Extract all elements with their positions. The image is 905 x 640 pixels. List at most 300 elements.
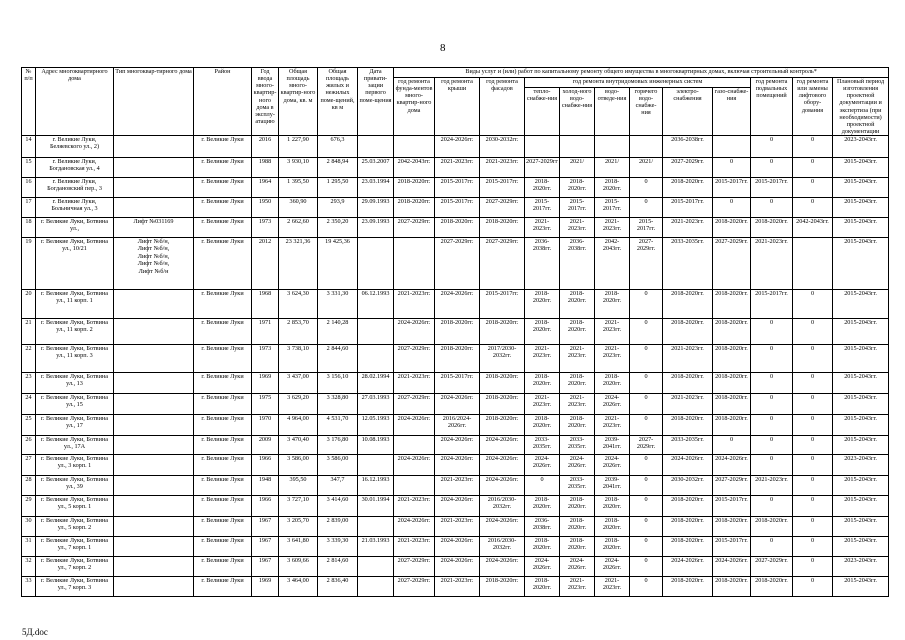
col-heat: тепло-снабже-ния [525, 88, 560, 136]
cell-gas: 2024-2026гг. [713, 455, 751, 476]
cell-roof: 2024-2026гг. [435, 436, 480, 455]
col-total-area: Общая площадь много-квартир-ного дома, кв. м [279, 68, 318, 136]
cell-lift: 0 [793, 319, 833, 345]
cell-district: г. Великие Луки [194, 577, 252, 597]
cell-cold-water: 2024-2026гг. [560, 455, 595, 476]
cell-type [114, 319, 194, 345]
cell-privatization-date: 06.12.1993 [358, 290, 394, 319]
table-row [22, 319, 889, 345]
cell-type [114, 394, 194, 415]
cell-roof: 2015-2017гг. [435, 373, 480, 394]
cell-roof: 2018-2020гг. [435, 319, 480, 345]
cell-gas: 2018-2020гг. [713, 394, 751, 415]
cell-cold-water: 2021-2023гг. [560, 394, 595, 415]
cell-address: г. Великие Луки, Ботвина ул., 5 корп. 1 [36, 496, 114, 517]
cell-residential-area: 3 156,10 [318, 373, 358, 394]
cell-electric: 2024-2026гг. [663, 557, 713, 577]
cell-planned-period: 2015-2043гг. [833, 198, 889, 218]
cell-planned-period: 2015-2043гг. [833, 537, 889, 557]
cell-type [114, 136, 194, 158]
cell-privatization-date [358, 319, 394, 345]
cell-privatization-date: 21.03.1993 [358, 537, 394, 557]
cell-gas: 2018-2020гг. [713, 319, 751, 345]
cell-hot-water: 0 [630, 476, 663, 496]
cell-planned-period: 2015-2043гг. [833, 158, 889, 178]
cell-total-area: 1 227,90 [279, 136, 318, 158]
cell-foundation: 2021-2023гг. [394, 537, 435, 557]
cell-planned-period: 2015-2043гг. [833, 577, 889, 597]
cell-district: г. Великие Луки [194, 158, 252, 178]
cell-sewer: 2018-2020гг. [595, 537, 630, 557]
cell-residential-area: 3 176,80 [318, 436, 358, 455]
cell-foundation: 2024-2026гг. [394, 319, 435, 345]
table-row [22, 496, 889, 517]
cell-gas: 0 [713, 158, 751, 178]
cell-privatization-date: 25.03.2007 [358, 158, 394, 178]
cell-gas: 2015-2017гг. [713, 496, 751, 517]
cell-residential-area: 2 848,94 [318, 158, 358, 178]
cell-heat: 2018-2020гг. [525, 537, 560, 557]
col-services-group: Виды услуг и (или) работ по капитальному ремонту общего имущества в многоквартирных домах, включая строительный контроль* [394, 68, 889, 78]
lift-entry: Лифт №б/н, [137, 260, 170, 268]
cell-total-area: 3 609,66 [279, 557, 318, 577]
lift-entry: Лифт №б/н [138, 267, 169, 275]
cell-address: г. Великие Луки, Ботвина ул., 7 корп. 1 [36, 537, 114, 557]
cell-electric: 2033-2035гг. [663, 436, 713, 455]
cell-year: 1967 [252, 517, 279, 537]
cell-sewer: 2039-2041гг. [595, 476, 630, 496]
cell-electric: 2018-2020гг. [663, 537, 713, 557]
cell-heat: 2036-2038гг. [525, 238, 560, 290]
table-row [22, 517, 889, 537]
cell-lift: 0 [793, 436, 833, 455]
cell-roof: 2016/2024-2026гг. [435, 415, 480, 436]
cell-year: 1967 [252, 557, 279, 577]
cell-facade: 2024-2026гг. [480, 436, 525, 455]
cell-electric: 2018-2020гг. [663, 373, 713, 394]
cell-hot-water: 2027-2029гг. [630, 238, 663, 290]
cell-number: 30 [22, 517, 36, 537]
cell-district: г. Великие Луки [194, 436, 252, 455]
table-row [22, 436, 889, 455]
cell-sewer: 2042-2043гг. [595, 238, 630, 290]
cell-gas: 0 [713, 198, 751, 218]
col-cold-water: холод-ного водо-снабже-ния [560, 88, 595, 136]
cell-year: 2012 [252, 238, 279, 290]
cell-number: 31 [22, 537, 36, 557]
cell-roof: 2021-2023гг. [435, 517, 480, 537]
table-row [22, 577, 889, 597]
cell-total-area: 2 853,70 [279, 319, 318, 345]
cell-roof: 2024-2026гг. [435, 136, 480, 158]
cell-total-area: 360,90 [279, 198, 318, 218]
cell-roof: 2021-2023гг. [435, 476, 480, 496]
cell-year: 1967 [252, 537, 279, 557]
cell-privatization-date: 27.03.1993 [358, 394, 394, 415]
col-residential-area: Общая площадь жилых и нежилых поме-щений, кв м [318, 68, 358, 136]
cell-address: г. Великие Луки, Богдановская ул., 4 [36, 158, 114, 178]
cell-number: 21 [22, 319, 36, 345]
cell-sewer: 2018-2020гг. [595, 290, 630, 319]
cell-cold-water: 2033-2035гг. [560, 476, 595, 496]
cell-basement: 2021-2023гг. [751, 476, 793, 496]
col-facade: год ремонта фасадов [480, 78, 525, 136]
cell-planned-period: 2015-2043гг. [833, 178, 889, 198]
cell-address: г. Великие Луки, Ботвина ул., 11 корп. 3 [36, 345, 114, 373]
cell-year: 1969 [252, 373, 279, 394]
cell-heat: 2033-2035гг. [525, 436, 560, 455]
cell-type [114, 476, 194, 496]
cell-sewer: 2021-2023гг. [595, 345, 630, 373]
col-year-built: Год ввода много-квартир-ного дома в эксплу-атацию [252, 68, 279, 136]
cell-total-area: 2 662,60 [279, 218, 318, 238]
cell-facade: 2015-2017гг. [480, 290, 525, 319]
col-sewer: водо-отведе-ния [595, 88, 630, 136]
cell-planned-period: 2015-2043гг. [833, 373, 889, 394]
cell-roof: 2021-2023гг. [435, 577, 480, 597]
cell-privatization-date [358, 238, 394, 290]
cell-planned-period: 2015-2043гг. [833, 345, 889, 373]
cell-address: г. Великие Луки, Ботвина ул., 17 [36, 415, 114, 436]
cell-year: 1950 [252, 198, 279, 218]
cell-cold-water: 2018-2020гг. [560, 178, 595, 198]
cell-year: 1966 [252, 455, 279, 476]
cell-hot-water: 0 [630, 496, 663, 517]
cell-residential-area: 676,3 [318, 136, 358, 158]
cell-electric: 2018-2020гг. [663, 415, 713, 436]
cell-total-area: 3 464,00 [279, 577, 318, 597]
cell-foundation: 2018-2020гг. [394, 178, 435, 198]
cell-planned-period: 2015-2043гг. [833, 394, 889, 415]
table-row [22, 218, 889, 238]
cell-electric: 2033-2035гг. [663, 238, 713, 290]
table-row [22, 178, 889, 198]
cell-number: 26 [22, 436, 36, 455]
cell-planned-period: 2015-2043гг. [833, 517, 889, 537]
cell-facade: 2027-2029гг. [480, 198, 525, 218]
cell-privatization-date: 23.09.1993 [358, 218, 394, 238]
table-row [22, 238, 889, 290]
cell-facade: 2027-2029гг. [480, 238, 525, 290]
cell-residential-area: 3 414,60 [318, 496, 358, 517]
cell-total-area: 3 470,40 [279, 436, 318, 455]
cell-cold-water: 2018-2020гг. [560, 319, 595, 345]
cell-foundation [394, 238, 435, 290]
col-address: Адрес многоквартирного дома [36, 68, 114, 136]
cell-hot-water: 2015-2017гг. [630, 218, 663, 238]
cell-electric: 2018-2020гг. [663, 577, 713, 597]
table-row [22, 290, 889, 319]
cell-address: г. Великие Луки, Ботвина ул., 3 корп. 1 [36, 455, 114, 476]
cell-residential-area: 2 836,40 [318, 577, 358, 597]
cell-cold-water [560, 136, 595, 158]
footer-filename: 5Д.doc [22, 627, 48, 637]
cell-facade: 2018-2020гг. [480, 415, 525, 436]
cell-lift: 0 [793, 517, 833, 537]
cell-type [114, 238, 194, 290]
cell-residential-area: 2 814,60 [318, 557, 358, 577]
cell-address: г. Великие Луки, Ботвина ул., 11 корп. 2 [36, 319, 114, 345]
cell-residential-area: 2 844,60 [318, 345, 358, 373]
cell-type [114, 517, 194, 537]
cell-basement: 2015-2017гг. [751, 290, 793, 319]
cell-gas: 2018-2020гг. [713, 415, 751, 436]
lift-entry: Лифт №б/н, [137, 245, 170, 253]
cell-foundation: 2021-2023гг. [394, 290, 435, 319]
cell-lift: 0 [793, 345, 833, 373]
cell-roof: 2024-2026гг. [435, 537, 480, 557]
cell-basement: 2021-2023гг. [751, 238, 793, 290]
cell-foundation: 2021-2023гг. [394, 373, 435, 394]
page-number: 8 [440, 42, 446, 54]
cell-type [114, 290, 194, 319]
col-planned-period: Плановый период изготовления проектной документации и экспертиза (при необходимости) проектной документации [833, 78, 889, 136]
cell-basement: 0 [751, 136, 793, 158]
cell-privatization-date [358, 517, 394, 537]
cell-basement: 0 [751, 415, 793, 436]
cell-number: 15 [22, 158, 36, 178]
cell-address: г. Великие Луки, Ботвина ул., 39 [36, 476, 114, 496]
cell-hot-water: 0 [630, 394, 663, 415]
cell-basement: 0 [751, 319, 793, 345]
cell-electric: 2021-2023гг. [663, 345, 713, 373]
cell-roof: 2018-2020гг. [435, 345, 480, 373]
cell-heat: 2015-2017гг. [525, 198, 560, 218]
cell-electric: 2036-2038гг. [663, 136, 713, 158]
cell-total-area: 3 641,80 [279, 537, 318, 557]
cell-hot-water [630, 136, 663, 158]
cell-type [114, 537, 194, 557]
cell-address: г. Великие Луки, Ботвина ул., [36, 218, 114, 238]
cell-facade: 2018-2020гг. [480, 218, 525, 238]
cell-basement: 0 [751, 537, 793, 557]
cell-sewer: 2021-2023гг. [595, 218, 630, 238]
cell-address: г. Великие Луки, Ботвина ул., 17А [36, 436, 114, 455]
cell-electric: 2024-2026гг. [663, 455, 713, 476]
cell-year: 1968 [252, 290, 279, 319]
cell-roof: 2015-2017гг. [435, 198, 480, 218]
cell-total-area: 3 727,10 [279, 496, 318, 517]
cell-heat: 2024-2026гг. [525, 557, 560, 577]
cell-foundation: 2024-2026гг. [394, 455, 435, 476]
cell-hot-water: 0 [630, 373, 663, 394]
cell-basement: 0 [751, 345, 793, 373]
col-gas: газо-снабже-ния [713, 88, 751, 136]
cell-facade: 2015-2017гг. [480, 178, 525, 198]
cell-hot-water: 0 [630, 455, 663, 476]
cell-sewer: 2021-2023гг. [595, 577, 630, 597]
cell-sewer: 2024-2026гг. [595, 394, 630, 415]
cell-total-area: 3 205,70 [279, 517, 318, 537]
cell-year: 1973 [252, 345, 279, 373]
cell-roof: 2024-2026гг. [435, 290, 480, 319]
cell-facade: 2018-2020гг. [480, 373, 525, 394]
cell-foundation: 2027-2029гг. [394, 557, 435, 577]
table-body [22, 136, 889, 597]
cell-electric: 2015-2017гг. [663, 198, 713, 218]
cell-cold-water: 2015-2017гг. [560, 198, 595, 218]
cell-lift: 0 [793, 496, 833, 517]
col-roof: год ремонта крыши [435, 78, 480, 136]
cell-basement: 2015-2017гг. [751, 178, 793, 198]
cell-planned-period: 2023-2043гг. [833, 136, 889, 158]
cell-basement: 0 [751, 394, 793, 415]
cell-cold-water: 2018-2020гг. [560, 517, 595, 537]
cell-gas: 0 [713, 436, 751, 455]
cell-total-area: 3 586,00 [279, 455, 318, 476]
cell-electric: 2018-2020гг. [663, 496, 713, 517]
cell-heat: 2036-2038гг. [525, 517, 560, 537]
table-row [22, 415, 889, 436]
cell-roof: 2018-2020гг. [435, 218, 480, 238]
cell-gas: 2018-2020гг. [713, 517, 751, 537]
cell-gas: 2015-2017гг. [713, 537, 751, 557]
cell-year: 1969 [252, 577, 279, 597]
cell-foundation: 2027-2029гг. [394, 345, 435, 373]
cell-address: г. Великие Луки, Ботвина ул., 11 корп. 1 [36, 290, 114, 319]
cell-cold-water: 2033-2035гг. [560, 436, 595, 455]
cell-electric: 2018-2020гг. [663, 517, 713, 537]
cell-foundation: 2027-2029гг. [394, 394, 435, 415]
cell-roof: 2024-2026гг. [435, 496, 480, 517]
cell-residential-area: 19 425,36 [318, 238, 358, 290]
cell-hot-water: 0 [630, 345, 663, 373]
cell-facade: 2024-2026гг. [480, 476, 525, 496]
cell-sewer [595, 136, 630, 158]
cell-privatization-date: 16.12.1993 [358, 476, 394, 496]
cell-cold-water: 2036-2038гг. [560, 238, 595, 290]
cell-basement: 0 [751, 158, 793, 178]
cell-planned-period: 2015-2043гг. [833, 238, 889, 290]
cell-year: 1970 [252, 415, 279, 436]
cell-basement: 2018-2020гг. [751, 218, 793, 238]
cell-facade: 2021-2023гг. [480, 158, 525, 178]
cell-lift: 0 [793, 415, 833, 436]
cell-type [114, 496, 194, 517]
col-hot-water: горячего водо-снабже-ния [630, 88, 663, 136]
cell-cold-water: 2021-2023гг. [560, 577, 595, 597]
cell-privatization-date [358, 577, 394, 597]
cell-foundation [394, 476, 435, 496]
cell-district: г. Великие Луки [194, 345, 252, 373]
cell-roof: 2024-2026гг. [435, 557, 480, 577]
cell-hot-water: 0 [630, 290, 663, 319]
cell-gas: 2027-2029гг. [713, 238, 751, 290]
col-electric: электро-снабжения [663, 88, 713, 136]
cell-cold-water: 2018-2020гг. [560, 537, 595, 557]
cell-cold-water: 2018-2020гг. [560, 496, 595, 517]
cell-electric: 2021-2023гг. [663, 218, 713, 238]
cell-privatization-date: 28.02.1994 [358, 373, 394, 394]
cell-cold-water: 2021-2023гг. [560, 218, 595, 238]
cell-privatization-date: 10.08.1993 [358, 436, 394, 455]
cell-foundation: 2021-2023гг. [394, 496, 435, 517]
cell-total-area: 4 964,00 [279, 415, 318, 436]
cell-foundation [394, 436, 435, 455]
cell-district: г. Великие Луки [194, 238, 252, 290]
cell-number: 29 [22, 496, 36, 517]
cell-gas: 2024-2026гг. [713, 557, 751, 577]
cell-roof: 2027-2029гг. [435, 238, 480, 290]
cell-type [114, 198, 194, 218]
cell-year: 2016 [252, 136, 279, 158]
lift-entry: Лифт №б/н, [137, 238, 170, 245]
cell-district: г. Великие Луки [194, 557, 252, 577]
cell-residential-area: 3 328,80 [318, 394, 358, 415]
cell-total-area: 3 437,00 [279, 373, 318, 394]
cell-sewer: 2015-2017гг. [595, 198, 630, 218]
cell-foundation: 2024-2026гг. [394, 517, 435, 537]
cell-hot-water: 0 [630, 557, 663, 577]
cell-foundation [394, 136, 435, 158]
cell-hot-water: 0 [630, 198, 663, 218]
cell-residential-area: 1 295,50 [318, 178, 358, 198]
cell-number: 17 [22, 198, 36, 218]
cell-number: 18 [22, 218, 36, 238]
cell-year: 1948 [252, 476, 279, 496]
cell-number: 19 [22, 238, 36, 290]
cell-number: 14 [22, 136, 36, 158]
cell-basement: 2018-2020гг. [751, 517, 793, 537]
cell-district: г. Великие Луки [194, 476, 252, 496]
cell-electric: 2018-2020гг. [663, 290, 713, 319]
cell-privatization-date: 12.05.1993 [358, 415, 394, 436]
cell-heat: 2027-2029гг [525, 158, 560, 178]
cell-planned-period: 2023-2043гг. [833, 557, 889, 577]
cell-lift: 0 [793, 577, 833, 597]
cell-lift: 0 [793, 394, 833, 415]
cell-district: г. Великие Луки [194, 394, 252, 415]
cell-heat: 2018-2020гг. [525, 319, 560, 345]
cell-gas: 2027-2029гг. [713, 476, 751, 496]
cell-sewer: 2018-2020гг. [595, 517, 630, 537]
cell-basement: 0 [751, 455, 793, 476]
cell-basement: 0 [751, 436, 793, 455]
cell-planned-period: 2015-2043гг. [833, 415, 889, 436]
cell-district: г. Великие Луки [194, 517, 252, 537]
cell-facade: 2018-2020гг. [480, 394, 525, 415]
cell-planned-period: 2015-2043гг. [833, 476, 889, 496]
col-privatization-date: Дата привати-зации первого поме-щения [358, 68, 394, 136]
cell-type [114, 345, 194, 373]
cell-cold-water: 2018-2020гг. [560, 415, 595, 436]
cell-residential-area: 293,9 [318, 198, 358, 218]
cell-hot-water: 2027-2029гг. [630, 436, 663, 455]
cell-heat: 2018-2020гг. [525, 415, 560, 436]
cell-year: 1966 [252, 496, 279, 517]
cell-heat: 0 [525, 476, 560, 496]
cell-gas: 2018-2020гг. [713, 373, 751, 394]
cell-roof: 2024-2026гг. [435, 394, 480, 415]
cell-gas: 2015-2017гг. [713, 178, 751, 198]
lift-entry: Лифт №031169 [133, 218, 174, 225]
cell-electric: 2027-2029гг. [663, 158, 713, 178]
cell-total-area: 395,50 [279, 476, 318, 496]
cell-sewer: 2018-2020гг. [595, 178, 630, 198]
cell-lift: 0 [793, 158, 833, 178]
cell-district: г. Великие Луки [194, 455, 252, 476]
cell-lift: 0 [793, 198, 833, 218]
cell-lift: 0 [793, 557, 833, 577]
cell-gas [713, 136, 751, 158]
cell-sewer: 2018-2020гг. [595, 496, 630, 517]
cell-cold-water: 2018-2020гг. [560, 373, 595, 394]
cell-heat: 2018-2020гг. [525, 178, 560, 198]
cell-residential-area: 3 339,30 [318, 537, 358, 557]
cell-district: г. Великие Луки [194, 373, 252, 394]
cell-planned-period: 2015-2043гг. [833, 290, 889, 319]
cell-type [114, 436, 194, 455]
